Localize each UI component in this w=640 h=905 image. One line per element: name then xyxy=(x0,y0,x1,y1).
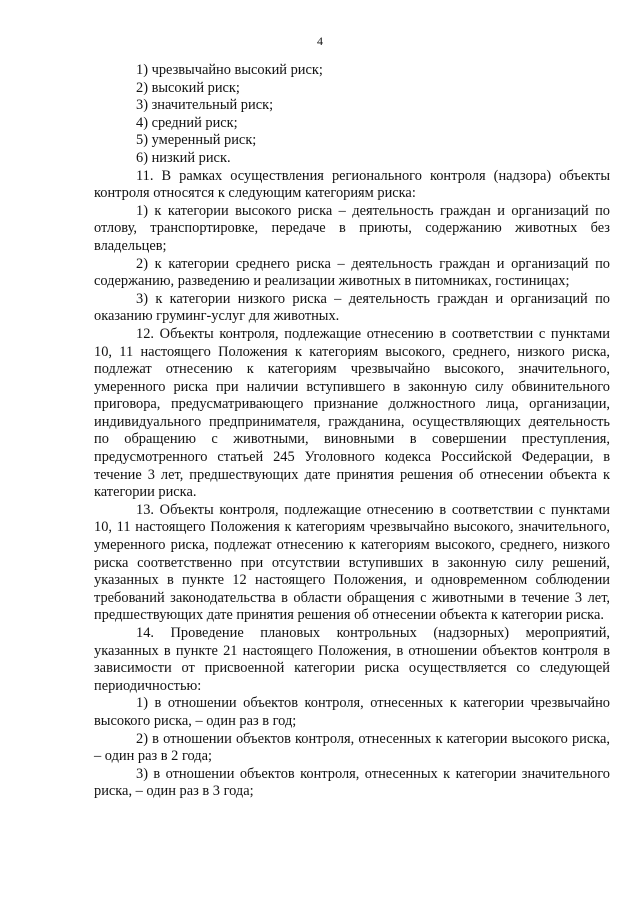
paragraph-12: 12. Объекты контроля, подлежащие отнесению в соответствии с пунктами 10, 11 настоящего Положения к категориям высокого, среднего, низкого риска, подлежат отнесению к категориям чрезвычайно высокого, значительного, умеренного риска при наличии вступившего в законную силу обвинительного приговора, предусматривающего признание должностного лица, организации, индивидуального предпринимателя, гражданина, осуществляющих деятельность по обращению с животными, виновными в совершении преступления, предусмотренного статьей 245 Уголовного кодекса Российской Федерации, в течение 3 лет, предшествующих дате принятия решения об отнесении объекта к категории риска. xyxy=(94,325,610,501)
risk-level-item: 3) значительный риск; xyxy=(136,97,274,114)
document-body xyxy=(94,62,610,801)
paragraph-11-item-1: 1) к категории высокого риска – деятельность граждан и организаций по отлову, транспортировке, передаче в приюты, содержанию животных без владельцев; xyxy=(94,202,610,254)
risk-level-item: 1) чрезвычайно высокий риск; xyxy=(136,62,323,78)
paragraph-11-item-2: 2) к категории среднего риска – деятельность граждан и организаций по содержанию, разведению и реализации животных в питомниках, гостиницах; xyxy=(94,255,610,290)
risk-level-item: 5) умеренный риск; xyxy=(136,132,257,149)
paragraph-14-item-3: 3) в отношении объектов контроля, отнесенных к категории значительного риска, – один раз в 3 года; xyxy=(94,765,610,800)
paragraph-14-item-1: 1) в отношении объектов контроля, отнесенных к категории чрезвычайно высокого риска, – один раз в год; xyxy=(94,695,610,729)
risk-level-item: 2) высокий риск; xyxy=(136,79,240,96)
paragraph-13: 13. Объекты контроля, подлежащие отнесению в соответствии с пунктами 10, 11 настоящего Положения к категориям чрезвычайно высокого, значительного, умеренного риска, подлежат отнесению к категориям высокого, среднего, низкого риска соответственно при отсутствии вступивших в законную силу решений, указанных в пункте 12 настоящего Положения, и одновременном соблюдении требований законодательства в области обращения с животными в течение 3 лет, предшествующих дате принятия решения об отнесении объекта к категории риска. xyxy=(94,501,610,624)
risk-level-item: 6) низкий риск. xyxy=(136,149,231,166)
paragraph-14-item-2: 2) в отношении объектов контроля, отнесенных к категории высокого риска, – один раз в 2 года; xyxy=(94,730,610,765)
page-number: 4 xyxy=(317,34,323,48)
risk-level-item: 4) средний риск; xyxy=(136,114,238,131)
paragraph-14: 14. Проведение плановых контрольных (надзорных) мероприятий, указанных в пункте 21 настоящего Положения, в отношении объектов контроля в зависимости от присвоенной категории риска осуществляется со следующей периодичностью: xyxy=(94,625,610,694)
paragraph-11-item-3: 3) к категории низкого риска – деятельность граждан и организаций по оказанию груминг-услуг для животных. xyxy=(94,290,610,325)
paragraph-11: 11. В рамках осуществления регионального контроля (надзора) объекты контроля относятся к следующим категориям риска: xyxy=(94,167,610,202)
